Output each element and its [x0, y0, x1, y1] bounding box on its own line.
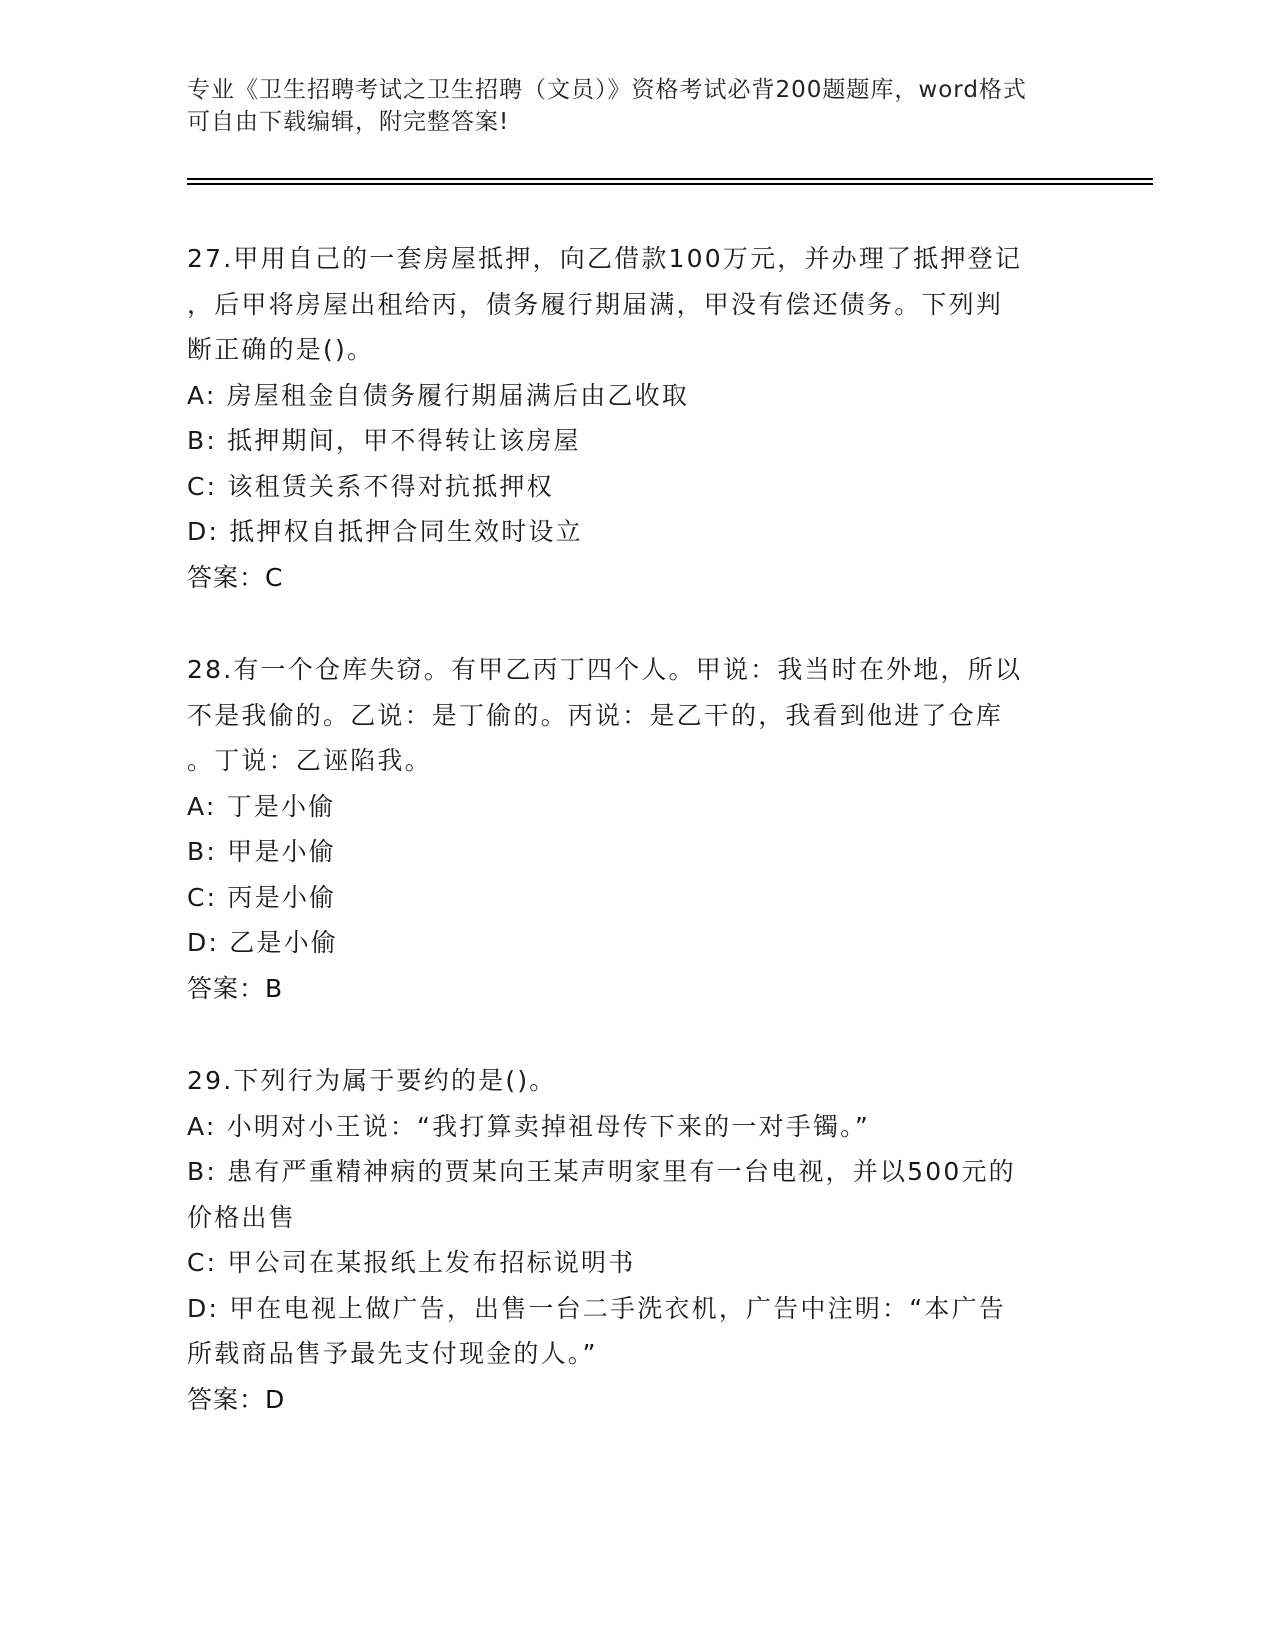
- question-text-line: 28.有一个仓库失窃。有甲乙丙丁四个人。甲说：我当时在外地，所以: [187, 655, 1023, 684]
- option-d-continued: 所载商品售予最先支付现金的人。”: [187, 1339, 598, 1368]
- question-text-line: 27.甲用自己的一套房屋抵押，向乙借款100万元，并办理了抵押登记: [187, 244, 1023, 273]
- question-text-line: 29.下列行为属于要约的是()。: [187, 1066, 557, 1095]
- answer-label: 答案：D: [187, 1384, 286, 1414]
- header-line-1: 专业《卫生招聘考试之卫生招聘（文员）》资格考试必背200题题库，word格式: [187, 77, 1027, 103]
- question-list: [187, 236, 1087, 1469]
- option-a: A: 小明对小王说：“我打算卖掉祖母传下来的一对手镯。”: [187, 1111, 871, 1141]
- answer-label: 答案：C: [187, 562, 284, 592]
- option-c: C: 该租赁关系不得对抗抵押权: [187, 471, 554, 501]
- option-c: C: 丙是小偷: [187, 882, 337, 912]
- question-27: [187, 236, 1087, 600]
- option-b: B: 抵押期间，甲不得转让该房屋: [187, 426, 581, 455]
- option-a: A: 房屋租金自债务履行期届满后由乙收取: [187, 380, 690, 410]
- question-text-line: 不是我偷的。乙说：是丁偷的。丙说：是乙干的，我看到他进了仓库: [187, 700, 1004, 730]
- question-text-line: 。丁说：乙诬陷我。: [187, 746, 432, 775]
- option-d: D: 抵押权自抵押合同生效时设立: [187, 517, 583, 546]
- document-header: [187, 74, 1067, 138]
- option-b: B: 甲是小偷: [187, 837, 336, 866]
- option-b-continued: 价格出售: [187, 1202, 296, 1232]
- header-divider-top: [187, 178, 1153, 180]
- option-d: D: 甲在电视上做广告，出售一台二手洗衣机，广告中注明：“本广告: [187, 1293, 1006, 1323]
- answer-label: 答案：B: [187, 973, 284, 1003]
- question-28: [187, 647, 1087, 1011]
- question-29: [187, 1058, 1087, 1422]
- header-divider-bottom: [187, 183, 1153, 185]
- question-text-line: ，后甲将房屋出租给丙，债务履行期届满，甲没有偿还债务。下列判: [187, 289, 1004, 319]
- header-line-2: 可自由下载编辑，附完整答案!: [187, 109, 510, 135]
- question-text-line: 断正确的是()。: [187, 335, 375, 364]
- option-d: D: 乙是小偷: [187, 928, 339, 957]
- option-c: C: 甲公司在某报纸上发布招标说明书: [187, 1248, 636, 1277]
- option-a: A: 丁是小偷: [187, 791, 336, 821]
- option-b: B: 患有严重精神病的贾某向王某声明家里有一台电视，并以500元的: [187, 1157, 1016, 1186]
